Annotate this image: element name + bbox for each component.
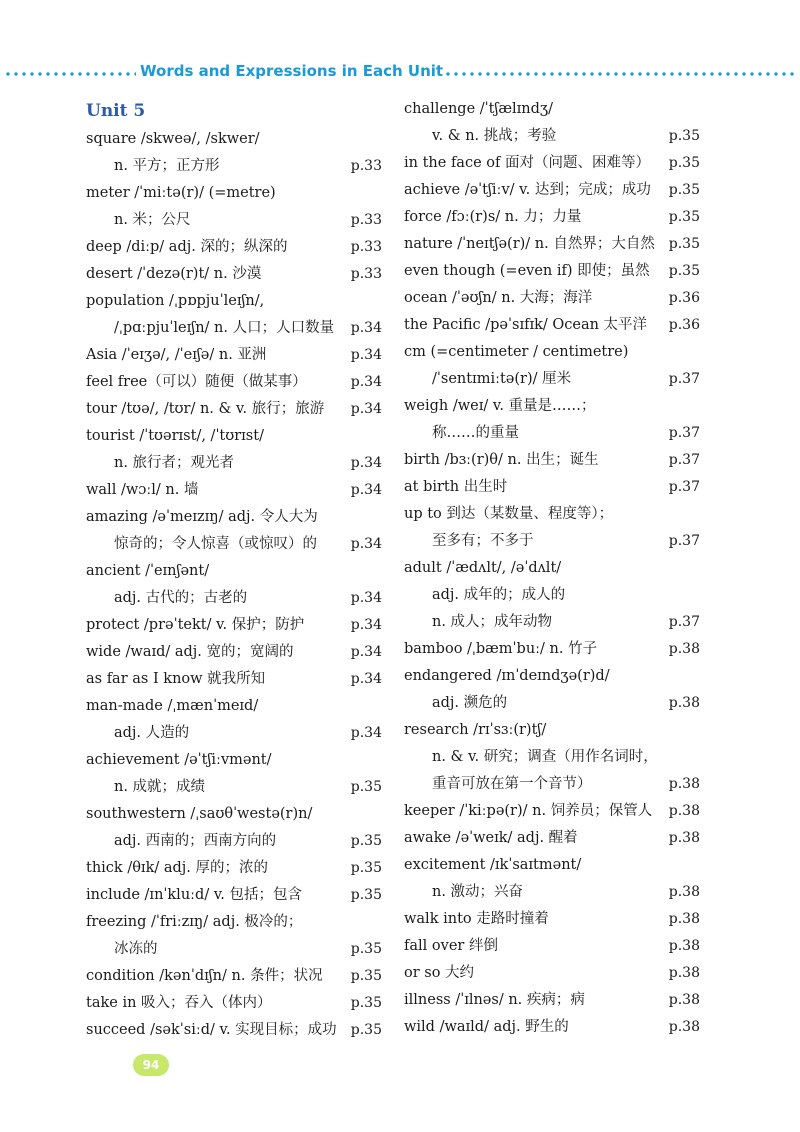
entry-text: wild /waɪld/ adj. 野生的 — [404, 1019, 569, 1035]
entry-text: adj. 人造的 — [114, 725, 190, 741]
entry-text: feel free（可以）随便（做某事） — [86, 374, 307, 390]
entry-text: walk into 走路时撞着 — [404, 911, 549, 927]
entry-text: adj. 古代的；古老的 — [114, 590, 248, 606]
vocab-entry — [86, 909, 382, 936]
vocab-entry — [86, 234, 382, 261]
entry-text: adj. 成年的；成人的 — [432, 587, 566, 603]
entry-page-ref: p.35 — [350, 833, 382, 849]
vocab-entry — [404, 960, 700, 987]
vocab-entry — [404, 231, 700, 258]
entry-text: amazing /əˈmeɪzɪŋ/ adj. 令人大为 — [86, 509, 318, 525]
vocab-entry — [86, 882, 382, 909]
vocab-entry — [404, 987, 700, 1014]
unit-title: Unit 5 — [86, 101, 146, 121]
page-number-badge: 94 — [133, 1054, 169, 1076]
entry-text: weigh /weɪ/ v. 重量是……； — [404, 398, 596, 414]
vocab-entry — [86, 288, 382, 315]
entry-text: deep /diːp/ adj. 深的；纵深的 — [86, 239, 288, 255]
entry-page-ref: p.37 — [668, 425, 700, 441]
entry-text: meter /ˈmiːtə(r)/ (=metre) — [86, 185, 276, 201]
vocab-entry — [86, 396, 382, 423]
entry-text: tour /tʊə/, /tʊr/ n. & v. 旅行；旅游 — [86, 401, 325, 417]
vocab-entry — [404, 366, 700, 393]
vocab-entry — [404, 798, 700, 825]
vocab-entry — [86, 477, 382, 504]
entry-text: research /rɪˈsɜː(r)tʃ/ — [404, 722, 547, 738]
page-header — [0, 60, 800, 86]
entry-page-ref: p.38 — [668, 992, 700, 1008]
entry-text: 惊奇的；令人惊喜（或惊叹）的 — [114, 536, 317, 552]
entry-page-ref: p.35 — [350, 860, 382, 876]
entry-page-ref: p.33 — [350, 266, 382, 282]
entry-page-ref: p.34 — [350, 320, 382, 336]
entry-page-ref: p.38 — [668, 1019, 700, 1035]
entry-text: adj. 濒危的 — [432, 695, 508, 711]
vocab-entry — [86, 450, 382, 477]
entry-page-ref: p.37 — [668, 479, 700, 495]
entry-text: wall /wɔːl/ n. 墙 — [86, 482, 199, 498]
entry-page-ref: p.38 — [668, 965, 700, 981]
entry-text: cm (=centimeter / centimetre) — [404, 344, 629, 360]
vocab-entry — [86, 153, 382, 180]
entry-text: n. 成人；成年动物 — [432, 614, 553, 630]
vocab-entry — [404, 1014, 700, 1041]
entry-text: awake /əˈweɪk/ adj. 醒着 — [404, 830, 578, 846]
vocab-entry — [404, 744, 700, 771]
vocab-entry — [404, 393, 700, 420]
entry-text: population /ˌpɒpjuˈleɪʃn/, — [86, 293, 265, 309]
entry-page-ref: p.35 — [668, 182, 700, 198]
entry-text: up to 到达（某数量、程度等）； — [404, 506, 614, 522]
vocab-entry — [86, 423, 382, 450]
entry-page-ref: p.33 — [350, 239, 382, 255]
entry-text: challenge /ˈtʃælɪndʒ/ — [404, 101, 554, 117]
entry-page-ref: p.34 — [350, 617, 382, 633]
vocab-entry — [404, 933, 700, 960]
vocab-entry — [86, 531, 382, 558]
entry-page-ref: p.38 — [668, 776, 700, 792]
header-dots-left — [4, 72, 136, 76]
vocab-entry — [404, 501, 700, 528]
entry-text: at birth 出生时 — [404, 479, 508, 495]
vocab-entry — [404, 555, 700, 582]
entry-text: /ˈsentɪmiːtə(r)/ 厘米 — [432, 371, 572, 387]
vocab-entry — [86, 828, 382, 855]
vocab-entry — [404, 771, 700, 798]
entry-text: in the face of 面对（问题、困难等） — [404, 155, 650, 171]
vocab-entry — [86, 207, 382, 234]
vocab-entry — [86, 855, 382, 882]
vocab-entry — [86, 801, 382, 828]
vocab-entry — [404, 663, 700, 690]
entry-page-ref: p.38 — [668, 884, 700, 900]
entry-text: fall over 绊倒 — [404, 938, 498, 954]
vocab-entry — [86, 612, 382, 639]
vocab-entry — [404, 312, 700, 339]
entry-text: n. 成就；成绩 — [114, 779, 206, 795]
entry-text: Asia /ˈeɪʒə/, /ˈeɪʃə/ n. 亚洲 — [86, 347, 267, 363]
entry-page-ref: p.35 — [350, 1022, 382, 1038]
header-dots-right — [444, 72, 796, 76]
left-entry-list — [86, 126, 382, 1044]
vocab-entry — [404, 177, 700, 204]
vocab-entry — [86, 747, 382, 774]
entry-text: n. 旅行者；观光者 — [114, 455, 235, 471]
vocab-entry — [404, 717, 700, 744]
vocab-entry — [404, 636, 700, 663]
vocab-entry — [404, 339, 700, 366]
vocab-entry — [404, 150, 700, 177]
vocab-entry — [404, 123, 700, 150]
left-column — [86, 96, 382, 1044]
vocab-entry — [404, 285, 700, 312]
entry-text: tourist /ˈtʊərɪst/, /ˈtʊrɪst/ — [86, 428, 264, 444]
vocab-entry — [86, 1017, 382, 1044]
entry-text: the Pacific /pəˈsɪfɪk/ Ocean 太平洋 — [404, 317, 648, 333]
entry-text: succeed /səkˈsiːd/ v. 实现目标；成功 — [86, 1022, 337, 1038]
entry-page-ref: p.35 — [668, 209, 700, 225]
vocab-entry — [404, 582, 700, 609]
right-column — [404, 96, 700, 1041]
vocab-entry — [404, 690, 700, 717]
entry-page-ref: p.35 — [668, 236, 700, 252]
vocab-entry — [86, 261, 382, 288]
entry-page-ref: p.37 — [668, 371, 700, 387]
header-title: Words and Expressions in Each Unit — [140, 62, 444, 80]
entry-text: adult /ˈædʌlt/, /əˈdʌlt/ — [404, 560, 562, 576]
entry-text: /ˌpɑːpjuˈleɪʃn/ n. 人口；人口数量 — [114, 320, 335, 336]
entry-page-ref: p.38 — [668, 803, 700, 819]
vocab-entry — [86, 558, 382, 585]
entry-page-ref: p.38 — [668, 695, 700, 711]
entry-page-ref: p.38 — [668, 911, 700, 927]
entry-page-ref: p.36 — [668, 317, 700, 333]
entry-text: 冰冻的 — [114, 941, 158, 957]
entry-text: southwestern /ˌsaʊθˈwestə(r)n/ — [86, 806, 313, 822]
entry-text: even though (=even if) 即使；虽然 — [404, 263, 650, 279]
entry-page-ref: p.36 — [668, 290, 700, 306]
entry-text: achieve /əˈtʃiːv/ v. 达到；完成；成功 — [404, 182, 651, 198]
vocab-entry — [86, 720, 382, 747]
entry-text: take in 吸入；吞入（体内） — [86, 995, 272, 1011]
vocab-entry — [86, 963, 382, 990]
entry-page-ref: p.35 — [350, 995, 382, 1011]
entry-page-ref: p.34 — [350, 536, 382, 552]
vocab-entry — [86, 504, 382, 531]
entry-page-ref: p.35 — [668, 263, 700, 279]
entry-page-ref: p.34 — [350, 374, 382, 390]
entry-page-ref: p.34 — [350, 644, 382, 660]
entry-page-ref: p.37 — [668, 533, 700, 549]
entry-page-ref: p.37 — [668, 614, 700, 630]
entry-page-ref: p.34 — [350, 347, 382, 363]
entry-text: 至多有；不多于 — [432, 533, 534, 549]
entry-page-ref: p.35 — [668, 155, 700, 171]
entry-page-ref: p.35 — [350, 887, 382, 903]
entry-text: force /fɔː(r)s/ n. 力；力量 — [404, 209, 582, 225]
vocab-entry — [86, 342, 382, 369]
vocab-entry — [86, 315, 382, 342]
entry-page-ref: p.33 — [350, 212, 382, 228]
vocab-entry — [404, 96, 700, 123]
vocab-entry — [404, 609, 700, 636]
entry-page-ref: p.34 — [350, 590, 382, 606]
entry-text: man-made /ˌmænˈmeɪd/ — [86, 698, 259, 714]
vocab-entry — [404, 852, 700, 879]
entry-text: wide /waɪd/ adj. 宽的；宽阔的 — [86, 644, 294, 660]
entry-page-ref: p.34 — [350, 401, 382, 417]
entry-text: illness /ˈɪlnəs/ n. 疾病；病 — [404, 992, 585, 1008]
vocab-entry — [86, 180, 382, 207]
entry-page-ref: p.38 — [668, 830, 700, 846]
entry-text: n. 激动；兴奋 — [432, 884, 524, 900]
entry-text: protect /prəˈtekt/ v. 保护；防护 — [86, 617, 305, 633]
entry-text: 称……的重量 — [432, 425, 519, 441]
entry-text: achievement /əˈtʃiːvmənt/ — [86, 752, 272, 768]
vocab-entry — [86, 990, 382, 1017]
vocab-entry — [404, 474, 700, 501]
entry-text: adj. 西南的；西南方向的 — [114, 833, 277, 849]
entry-page-ref: p.38 — [668, 938, 700, 954]
entry-text: freezing /ˈfriːzɪŋ/ adj. 极冷的； — [86, 914, 303, 930]
entry-text: as far as I know 就我所知 — [86, 671, 266, 687]
entry-text: n. 米；公尺 — [114, 212, 191, 228]
entry-text: 重音可放在第一个音节） — [432, 776, 592, 792]
vocab-entry — [404, 258, 700, 285]
vocab-entry — [404, 447, 700, 474]
entry-text: or so 大约 — [404, 965, 475, 981]
entry-text: include /ɪnˈkluːd/ v. 包括；包含 — [86, 887, 303, 903]
vocab-entry — [86, 693, 382, 720]
entry-text: n. 平方；正方形 — [114, 158, 220, 174]
vocab-entry — [404, 528, 700, 555]
vocab-entry — [86, 369, 382, 396]
entry-text: ocean /ˈəʊʃn/ n. 大海；海洋 — [404, 290, 593, 306]
vocab-entry — [404, 879, 700, 906]
entry-text: square /skweə/, /skwer/ — [86, 131, 260, 147]
entry-page-ref: p.35 — [350, 779, 382, 795]
entry-text: nature /ˈneɪtʃə(r)/ n. 自然界；大自然 — [404, 236, 655, 252]
entry-text: condition /kənˈdɪʃn/ n. 条件；状况 — [86, 968, 323, 984]
entry-page-ref: p.35 — [350, 968, 382, 984]
entry-page-ref: p.34 — [350, 482, 382, 498]
entry-text: bamboo /ˌbæmˈbuː/ n. 竹子 — [404, 641, 598, 657]
entry-text: n. & v. 研究；调查（用作名词时， — [432, 749, 658, 765]
vocab-entry — [86, 666, 382, 693]
entry-text: v. & n. 挑战；考验 — [432, 128, 557, 144]
entry-text: thick /θɪk/ adj. 厚的；浓的 — [86, 860, 268, 876]
vocab-entry — [404, 906, 700, 933]
entry-page-ref: p.34 — [350, 455, 382, 471]
entry-text: excitement /ɪkˈsaɪtmənt/ — [404, 857, 582, 873]
vocab-entry — [404, 825, 700, 852]
entry-text: ancient /ˈeɪnʃənt/ — [86, 563, 210, 579]
entry-page-ref: p.38 — [668, 641, 700, 657]
vocab-entry — [86, 585, 382, 612]
vocab-entry — [404, 420, 700, 447]
vocab-entry — [86, 774, 382, 801]
entry-page-ref: p.35 — [350, 941, 382, 957]
entry-page-ref: p.35 — [668, 128, 700, 144]
right-entry-list — [404, 96, 700, 1041]
entry-page-ref: p.37 — [668, 452, 700, 468]
entry-page-ref: p.34 — [350, 725, 382, 741]
vocab-entry — [404, 204, 700, 231]
vocab-entry — [86, 639, 382, 666]
entry-page-ref: p.33 — [350, 158, 382, 174]
entry-text: desert /ˈdezə(r)t/ n. 沙漠 — [86, 266, 262, 282]
entry-text: keeper /ˈkiːpə(r)/ n. 饲养员；保管人 — [404, 803, 653, 819]
entry-text: birth /bɜː(r)θ/ n. 出生；诞生 — [404, 452, 599, 468]
vocab-entry — [86, 126, 382, 153]
entry-page-ref: p.34 — [350, 671, 382, 687]
vocab-entry — [86, 936, 382, 963]
entry-text: endangered /ɪnˈdeɪndʒə(r)d/ — [404, 668, 610, 684]
